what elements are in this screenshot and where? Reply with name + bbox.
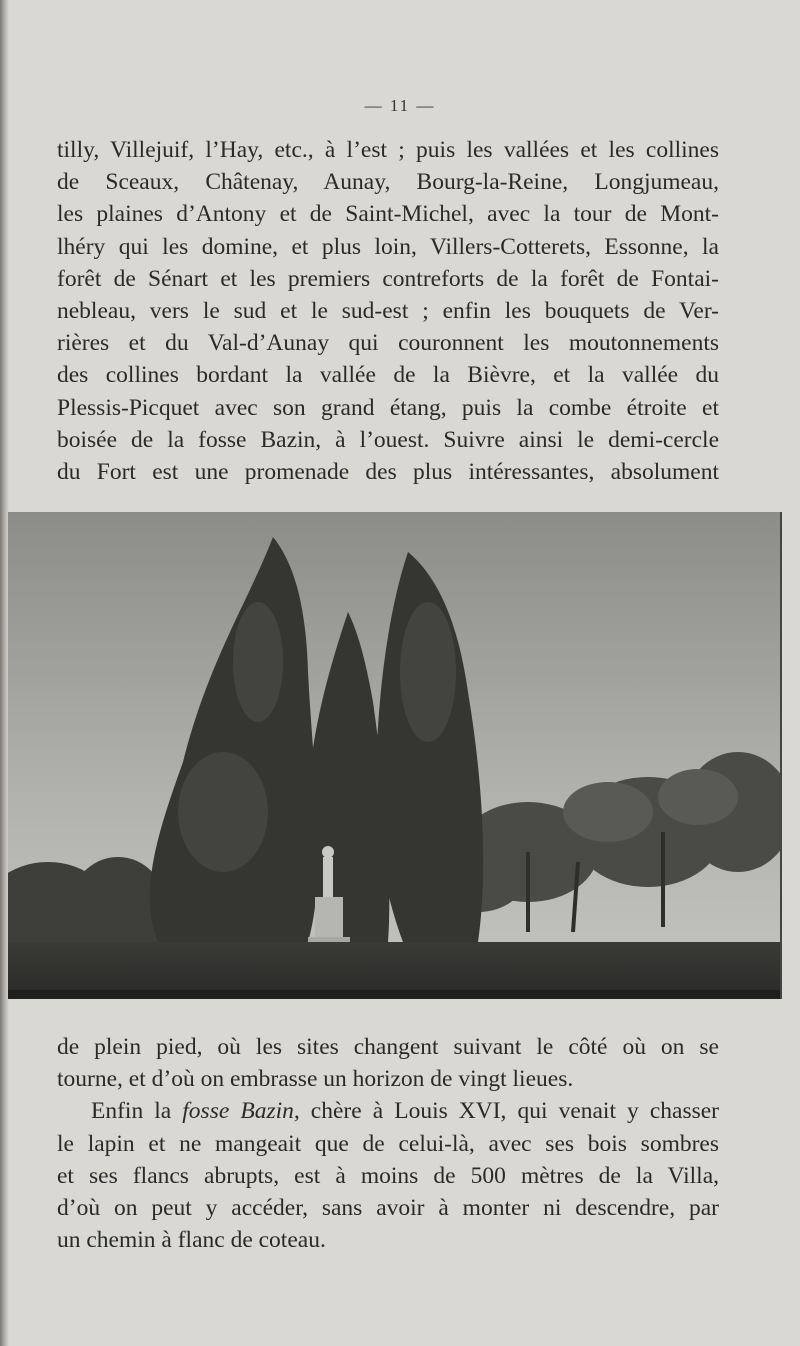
text-line: lhéry qui les domine, et plus loin, Villers-Cotterets, Essonne, la (57, 233, 719, 260)
text-fragment: chère à Louis XVI, qui venait y chasser (299, 1098, 720, 1125)
place-name-italic: fosse Bazin, (182, 1098, 300, 1125)
text-line: les plaines d’Antony et de Saint-Michel, avec la tour de Mont- (57, 201, 719, 228)
text-line: le lapin et ne mangeait que de celui-là, avec ses bois sombres (57, 1130, 719, 1157)
text-line: tilly, Villejuif, l’Hay, etc., à l’est ; puis les vallées et les collines (57, 137, 719, 163)
text-line: nebleau, vers le sud et le sud-est ; enfin les bouquets de Ver- (57, 297, 719, 324)
text-line: tourne, et d’où on embrasse un horizon de vingt lieues. (57, 1066, 574, 1093)
text-line: de Sceaux, Châtenay, Aunay, Bourg-la-Reine, Longjumeau, (57, 169, 719, 196)
photograph-trees-statue (8, 512, 782, 999)
text-line: boisée de la fosse Bazin, à l’ouest. Suivre ainsi le demi-cercle (57, 426, 719, 453)
text-line: forêt de Sénart et les premiers contreforts de la forêt de Fontai- (57, 265, 719, 292)
paragraph-bottom (57, 1031, 719, 1256)
text-line: d’où on peut y accéder, sans avoir à monter ni descendre, par (57, 1194, 719, 1221)
text-line (57, 1095, 719, 1127)
paragraph-top (57, 134, 719, 488)
text-line: des collines bordant la vallée de la Bièvre, et la vallée du (57, 362, 719, 389)
text-line: et ses flancs abrupts, est à moins de 500 mètres de la Villa, (57, 1162, 719, 1189)
text-line: Plessis-Picquet avec son grand étang, puis la combe étroite et (57, 394, 719, 421)
text-line: rières et du Val-d’Aunay qui couronnent les moutonnements (57, 330, 719, 357)
text-line: de plein pied, où les sites changent suivant le côté où on se (57, 1034, 719, 1060)
text-fragment: Enfin la (91, 1098, 183, 1125)
page-number: — 11 — (364, 96, 436, 115)
text-line: un chemin à flanc de coteau. (57, 1227, 326, 1254)
text-line: du Fort est une promenade des plus intéressantes, absolument (57, 458, 719, 485)
